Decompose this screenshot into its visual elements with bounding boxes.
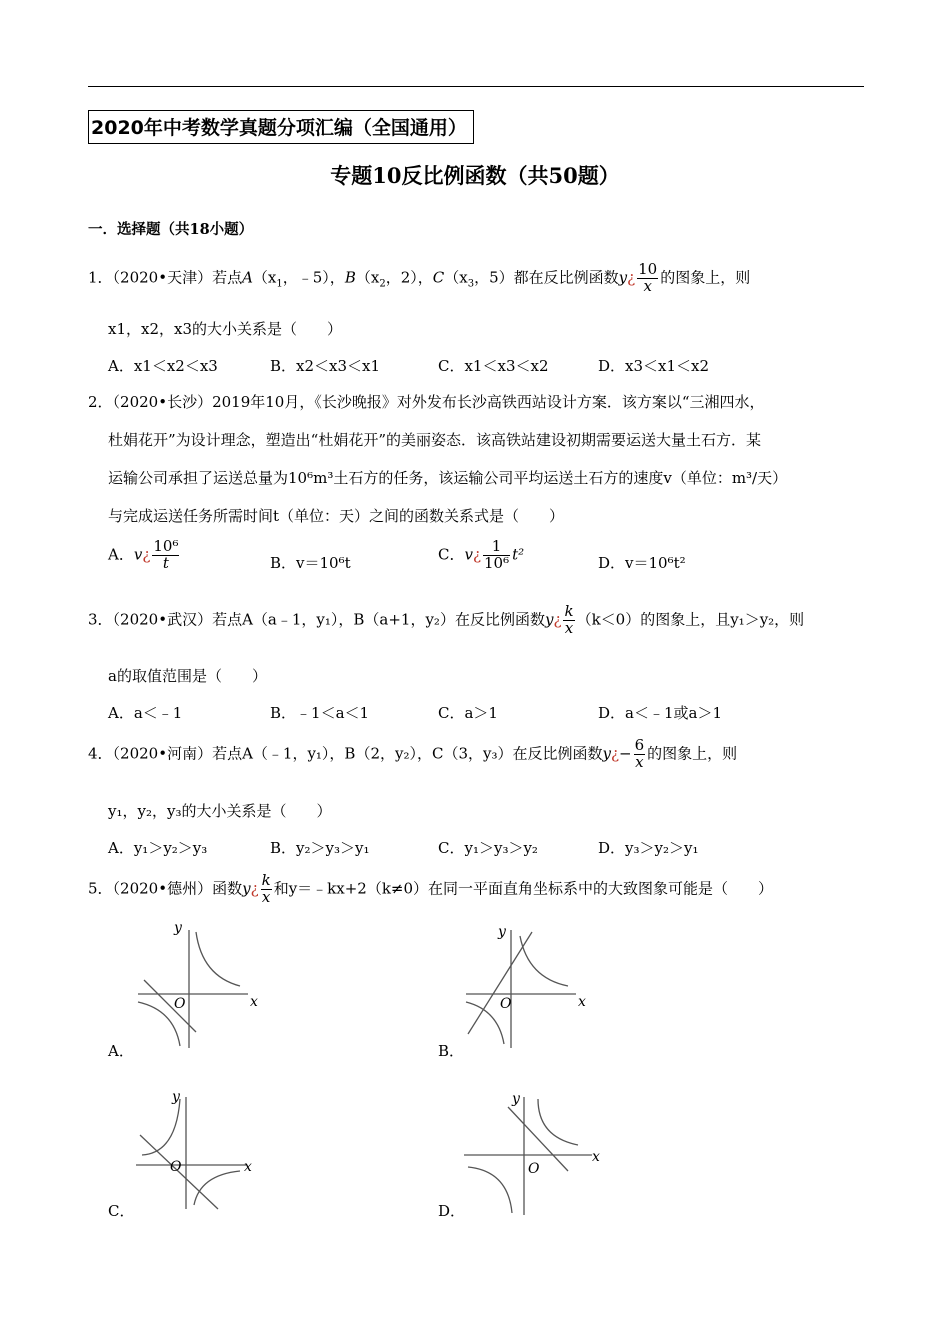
straight-line bbox=[468, 932, 532, 1034]
hyperbola-branch bbox=[538, 1099, 578, 1145]
page-title: 专题10反比例函数（共50题） bbox=[330, 163, 620, 188]
q1-option-d[interactable]: D．x3＜x1＜x2 bbox=[598, 357, 710, 375]
fraction: $\frac{k}{x}$ bbox=[261, 871, 271, 906]
graph-c bbox=[130, 1085, 265, 1215]
q3-option-c[interactable]: C．a＞1 bbox=[438, 704, 498, 722]
q4-option-c[interactable]: C．y₁＞y₃＞y₂ bbox=[438, 839, 538, 857]
q4-option-a[interactable]: A．y₁＞y₂＞y₃ bbox=[108, 839, 208, 857]
q2-option-b[interactable]: B．v＝10⁶t bbox=[270, 554, 351, 572]
origin-label: O bbox=[500, 996, 512, 1012]
question-4-line-1: 4．（2020•河南）若点A（﹣1，y₁），B（2，y₂），C（3，y₃）在反比例函数y¿− $\frac{6}{x}$ 的图象上，则 bbox=[88, 736, 738, 771]
x-label: x bbox=[578, 994, 586, 1010]
question-2-line-2: 杜娟花开”为设计理念，塑造出“杜娟花开”的美丽姿态．该高铁站建设初期需要运送大量土石方．某 bbox=[108, 431, 762, 449]
q5-option-a[interactable]: A． bbox=[108, 1042, 134, 1060]
y-label: y bbox=[498, 924, 506, 940]
fraction: $\frac{\text{10⁶}}{t}$ bbox=[153, 537, 179, 572]
fraction: $\frac{k}{x}$ bbox=[564, 602, 574, 637]
q1-option-a[interactable]: A．x1＜x2＜x3 bbox=[108, 357, 218, 375]
series-title: 2020年中考数学真题分项汇编（全国通用） bbox=[88, 110, 474, 144]
hyperbola-branch bbox=[142, 1099, 180, 1155]
graph-d bbox=[458, 1085, 608, 1220]
question-1-line-2: x1，x2，x3的大小关系是（ ） bbox=[108, 320, 343, 338]
q5-option-c[interactable]: C． bbox=[108, 1202, 135, 1220]
fraction: $\frac{10}{x}$ bbox=[638, 260, 658, 295]
question-5-line-1: 5．（2020•德州）函数y¿ $\frac{k}{x}$ 和y＝﹣kx+2（k≠0）在同一平面直角坐标系中的大致图象可能是（ ） bbox=[88, 871, 774, 906]
q2-option-d[interactable]: D．v＝10⁶t² bbox=[598, 554, 686, 572]
section-heading: 一．选择题（共18小题） bbox=[88, 221, 254, 238]
q4-option-b[interactable]: B．y₂＞y₃＞y₁ bbox=[270, 839, 370, 857]
hyperbola-branch bbox=[468, 1167, 512, 1213]
y-label: y bbox=[174, 920, 182, 936]
y-label: y bbox=[172, 1089, 180, 1105]
question-3-line-2: a的取值范围是（ ） bbox=[108, 667, 267, 685]
question-1-line-1: 1．（2020•天津）若点$A(x_1$，﹣5），$B(x_2$，2），$C(x_3$，5）都在反比例函数y¿ $\frac{10}{x}$ 的图象上，则 bbox=[88, 260, 751, 295]
question-4-line-2: y₁，y₂，y₃的大小关系是（ ） bbox=[108, 802, 332, 820]
x-label: x bbox=[250, 994, 258, 1010]
q2-option-a[interactable]: A．v¿ $\frac{\text{10⁶}}{t}$ bbox=[108, 537, 179, 572]
origin-label: O bbox=[170, 1159, 182, 1175]
q4-option-d[interactable]: D．y₃＞y₂＞y₁ bbox=[598, 839, 699, 857]
question-3-line-1: 3．（2020•武汉）若点A（a﹣1，y₁），B（a+1，y₂）在反比例函数y¿ $\frac{k}{x}$ （k＜0）的图象上，且y₁＞y₂，则 bbox=[88, 602, 805, 637]
q3-option-d[interactable]: D．a＜﹣1或a＞1 bbox=[598, 704, 722, 722]
question-2-line-4: 与完成运送任务所需时间t（单位：天）之间的函数关系式是（ ） bbox=[108, 507, 565, 525]
fraction: $\frac{6}{x}$ bbox=[634, 736, 645, 771]
graph-b bbox=[458, 918, 593, 1053]
graph-a bbox=[130, 918, 265, 1053]
x-label: x bbox=[592, 1149, 600, 1165]
q1-option-c[interactable]: C．x1＜x3＜x2 bbox=[438, 357, 549, 375]
y-label: y bbox=[512, 1091, 520, 1107]
origin-label: O bbox=[528, 1161, 540, 1177]
question-2-line-1: 2．（2020•长沙）2019年10月，《长沙晚报》对外发布长沙高铁西站设计方案．该方案以“三湘四水， bbox=[88, 393, 765, 411]
x-label: x bbox=[244, 1159, 252, 1175]
hyperbola-branch bbox=[196, 932, 240, 986]
q1-option-b[interactable]: B．x2＜x3＜x1 bbox=[270, 357, 381, 375]
fraction: $\frac{1}{\text{10⁶}}$ bbox=[484, 537, 510, 572]
q2-option-c[interactable]: C．v¿ $\frac{1}{\text{10⁶}}$ t² bbox=[438, 537, 525, 572]
q5-option-d[interactable]: D． bbox=[438, 1202, 466, 1220]
hyperbola-branch bbox=[194, 1171, 240, 1205]
q3-option-b[interactable]: B．﹣1＜a＜1 bbox=[270, 704, 370, 722]
q5-option-b[interactable]: B． bbox=[438, 1042, 465, 1060]
q3-option-a[interactable]: A．a＜﹣1 bbox=[108, 704, 183, 722]
question-2-line-3: 运输公司承担了运送总量为10⁶m³土石方的任务，该运输公司平均运送土石方的速度v（单位：m³/天） bbox=[108, 469, 788, 487]
hyperbola-branch bbox=[466, 1002, 504, 1044]
origin-label: O bbox=[174, 996, 186, 1012]
top-rule bbox=[88, 86, 864, 87]
hyperbola-branch bbox=[520, 936, 568, 986]
